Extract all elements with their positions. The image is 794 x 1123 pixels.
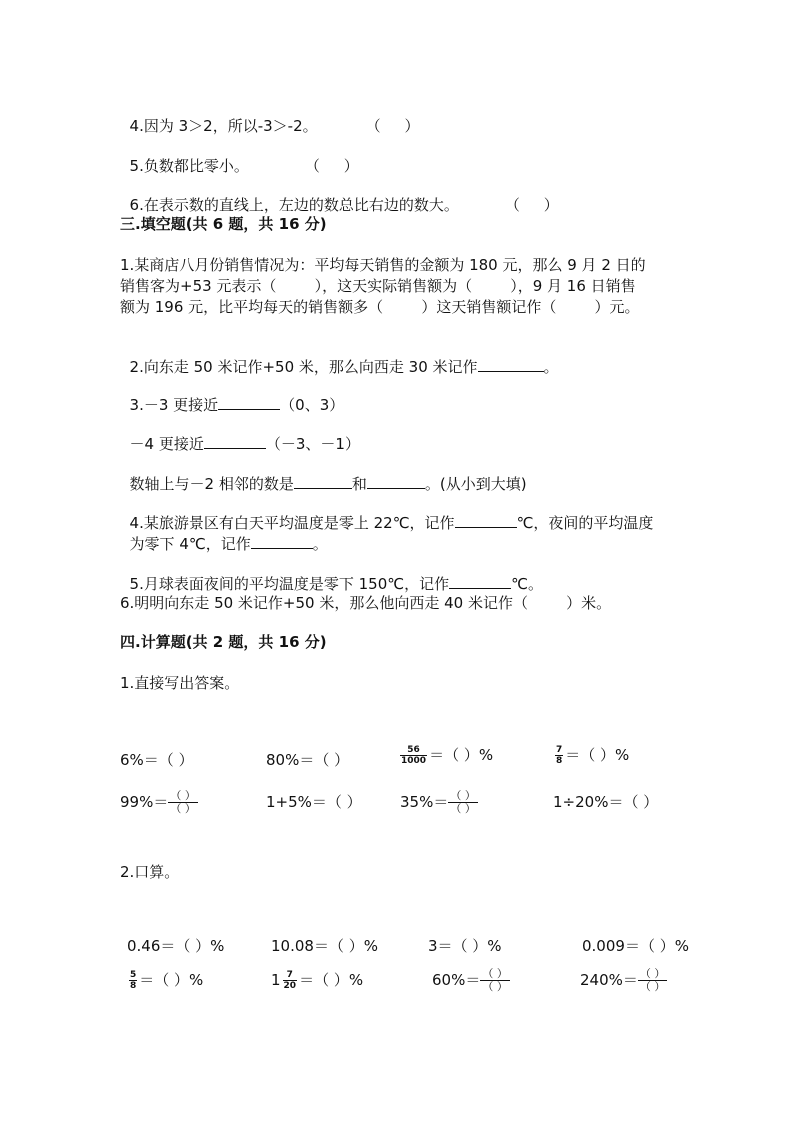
fraction-blank[interactable]: $\frac{( )}{( )}$	[639, 967, 666, 993]
calc-item[interactable]: 35%＝ $\frac{( )}{( )}$	[400, 789, 476, 815]
answer-blank[interactable]	[455, 513, 517, 528]
calc-item[interactable]: 3＝（ ）%	[428, 937, 502, 955]
judge-item-6	[120, 175, 559, 215]
calc-item[interactable]: $\frac{5}{8}$ ＝（ ）%	[130, 970, 204, 991]
fill-q3c: 数轴上与－2 相邻的数是 和 。(从小到大填)	[129, 475, 527, 493]
answer-paren[interactable]: （ ）	[504, 196, 559, 214]
fraction-blank[interactable]: $\frac{( )}{( )}$	[450, 789, 476, 815]
fraction: $\frac{7}{20}$	[283, 970, 297, 991]
judge-item-4	[120, 96, 419, 136]
fraction: $\frac{5}{8}$	[130, 970, 137, 991]
calc-item[interactable]: 10.08＝（ ）%	[271, 937, 378, 955]
calc-item[interactable]: 0.46＝（ ）%	[127, 937, 225, 955]
answer-blank[interactable]	[478, 357, 544, 372]
fraction: $\frac{7}{8}$	[556, 745, 563, 766]
answer-blank[interactable]	[218, 395, 280, 410]
calc-item[interactable]: $\frac{7}{8}$ ＝（ ）%	[556, 745, 630, 766]
calc-q1-title: 1.直接写出答案。	[120, 674, 240, 692]
answer-blank[interactable]	[204, 434, 266, 449]
answer-blank[interactable]	[294, 474, 352, 489]
fill-q4-line1: 4.某旅游景区有白天平均温度是零上 22℃，记作 ℃，夜间的平均温度	[129, 514, 654, 532]
answer-blank[interactable]	[251, 534, 313, 549]
judge-item-text: 5.负数都比零小。	[129, 157, 249, 175]
answer-blank[interactable]	[449, 574, 511, 589]
fill-q3b: －4 更接近 （－3、－1）	[129, 435, 360, 453]
calc-item[interactable]: 99%＝ $\frac{( )}{( )}$	[120, 789, 196, 815]
answer-paren[interactable]: （ ）	[365, 117, 420, 135]
fill-q1-line2: 销售客为+53 元表示（ ），这天实际销售额为（ ），9 月 16 日销售	[120, 277, 636, 295]
calc-item[interactable]: 6%＝（ ）	[120, 751, 194, 769]
fill-q6: 6.明明向东走 50 米记作+50 米，那么他向西走 40 米记作（ ）米。	[120, 594, 612, 612]
calc-item[interactable]: 0.009＝（ ）%	[582, 937, 689, 955]
calc-item[interactable]: 80%＝（ ）	[266, 751, 350, 769]
fill-q3a: 3.－3 更接近 （0、3）	[129, 396, 345, 414]
answer-blank[interactable]	[367, 474, 425, 489]
calc-item[interactable]: 1÷20%＝（ ）	[553, 793, 659, 811]
fill-q4-line2: 为零下 4℃，记作 。	[129, 535, 328, 553]
judge-item-5	[120, 136, 359, 176]
fraction: $\frac{56}{1000}$	[401, 745, 427, 766]
fill-q1-line1: 1.某商店八月份销售情况为：平均每天销售的金额为 180 元，那么 9 月 2 日的	[120, 256, 646, 274]
section-3-title: 三.填空题(共 6 题，共 16 分)	[120, 215, 327, 233]
calc-item[interactable]: 240%＝ $\frac{( )}{( )}$	[580, 967, 666, 993]
fraction-blank[interactable]: $\frac{( )}{( )}$	[170, 789, 196, 815]
judge-item-text: 6.在表示数的直线上，左边的数总比右边的数大。	[129, 196, 459, 214]
answer-paren[interactable]: （ ）	[304, 157, 359, 175]
judge-item-text: 4.因为 3＞2，所以-3＞-2。	[129, 117, 318, 135]
calc-item[interactable]: 1+5%＝（ ）	[266, 793, 362, 811]
calc-item[interactable]: 60%＝ $\frac{( )}{( )}$	[432, 967, 508, 993]
fill-q5: 5.月球表面夜间的平均温度是零下 150℃，记作 ℃。	[129, 575, 543, 593]
fill-q1-line3: 额为 196 元，比平均每天的销售额多（ ）这天销售额记作（ ）元。	[120, 298, 640, 316]
calc-q2-title: 2.口算。	[120, 863, 180, 881]
calc-item[interactable]: $\frac{56}{1000}$ ＝（ ）%	[401, 745, 494, 766]
calc-item[interactable]: 1 $\frac{7}{20}$ ＝（ ）%	[271, 970, 364, 991]
section-4-title: 四.计算题(共 2 题，共 16 分)	[120, 633, 327, 651]
fill-q2: 2.向东走 50 米记作+50 米，那么向西走 30 米记作 。	[129, 358, 559, 376]
fraction-blank[interactable]: $\frac{( )}{( )}$	[482, 967, 508, 993]
